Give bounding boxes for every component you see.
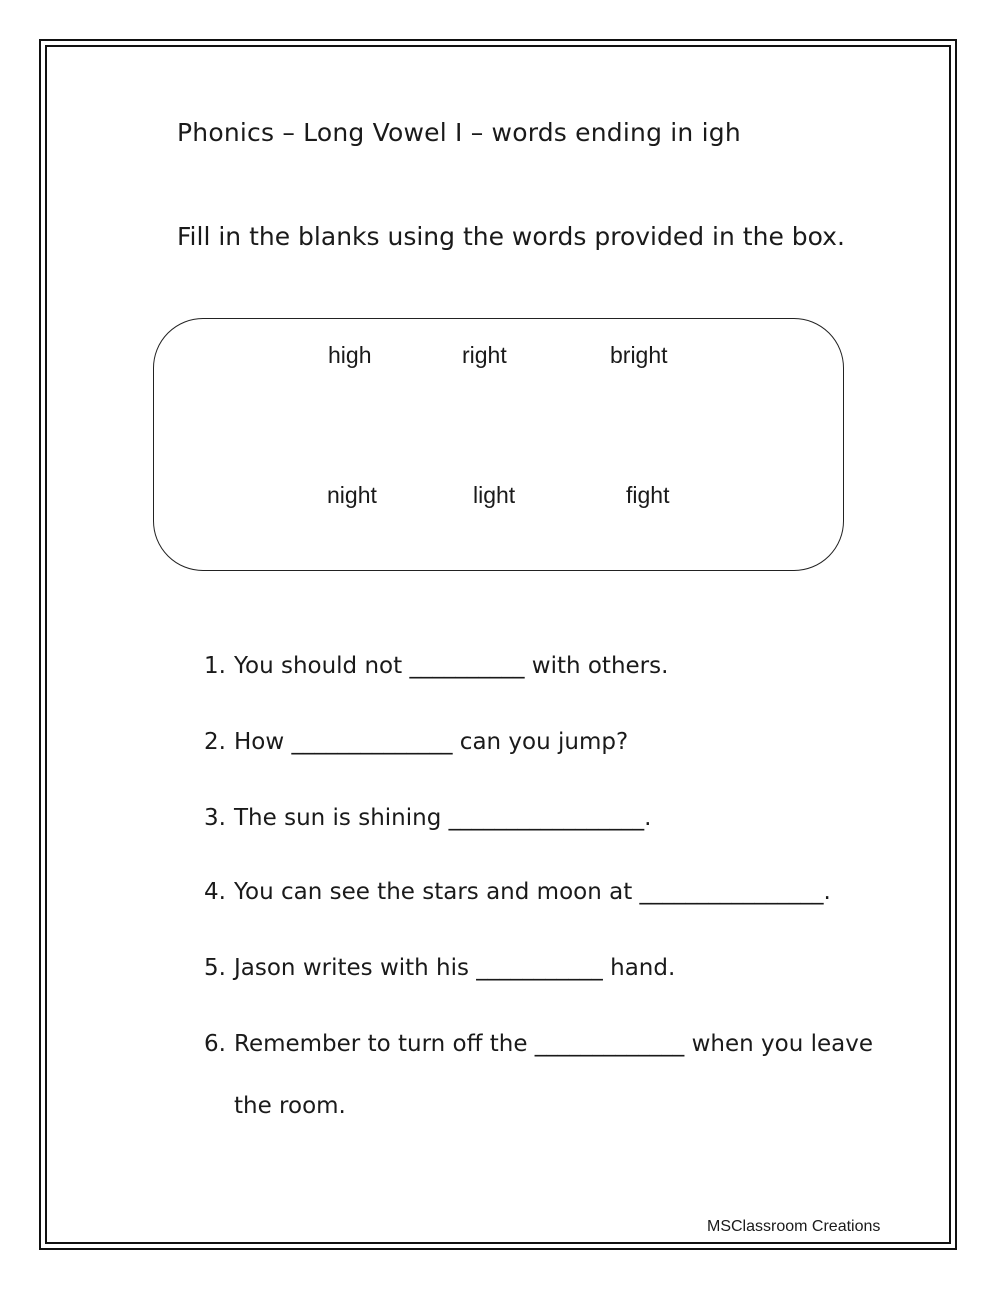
question-number: 2. xyxy=(204,729,226,755)
footer-credit: MSClassroom Creations xyxy=(707,1218,881,1235)
question-text: You can see the stars and moon at ________________. xyxy=(234,879,831,905)
word-bank-word: right xyxy=(462,342,507,368)
question-text: Jason writes with his ___________ hand. xyxy=(234,955,676,981)
question-number: 3. xyxy=(204,805,226,831)
question-text: The sun is shining _________________. xyxy=(234,805,652,831)
word-bank-word: light xyxy=(473,482,516,508)
question-text: You should not __________ with others. xyxy=(234,653,669,679)
worksheet-instructions: Fill in the blanks using the words provided in the box. xyxy=(177,222,845,251)
question-number: 6. xyxy=(204,1031,226,1057)
question-number: 1. xyxy=(204,653,226,679)
question-text: Remember to turn off the _____________ when you leave xyxy=(234,1031,874,1057)
word-bank-word: night xyxy=(327,482,377,508)
question-number: 4. xyxy=(204,879,226,905)
question-number: 5. xyxy=(204,955,226,981)
question-item xyxy=(204,1031,873,1057)
word-bank-word: high xyxy=(328,342,372,368)
question-item xyxy=(204,879,831,905)
word-bank-word: fight xyxy=(626,482,670,508)
question-item xyxy=(204,653,668,679)
worksheet-title: Phonics – Long Vowel I – words ending in igh xyxy=(177,118,741,147)
question-item xyxy=(204,729,628,755)
question-text: How ______________ can you jump? xyxy=(234,729,629,755)
question-text-continuation: the room. xyxy=(234,1093,346,1119)
question-item xyxy=(204,955,675,981)
word-bank-word: bright xyxy=(610,342,668,368)
question-item xyxy=(204,805,651,831)
